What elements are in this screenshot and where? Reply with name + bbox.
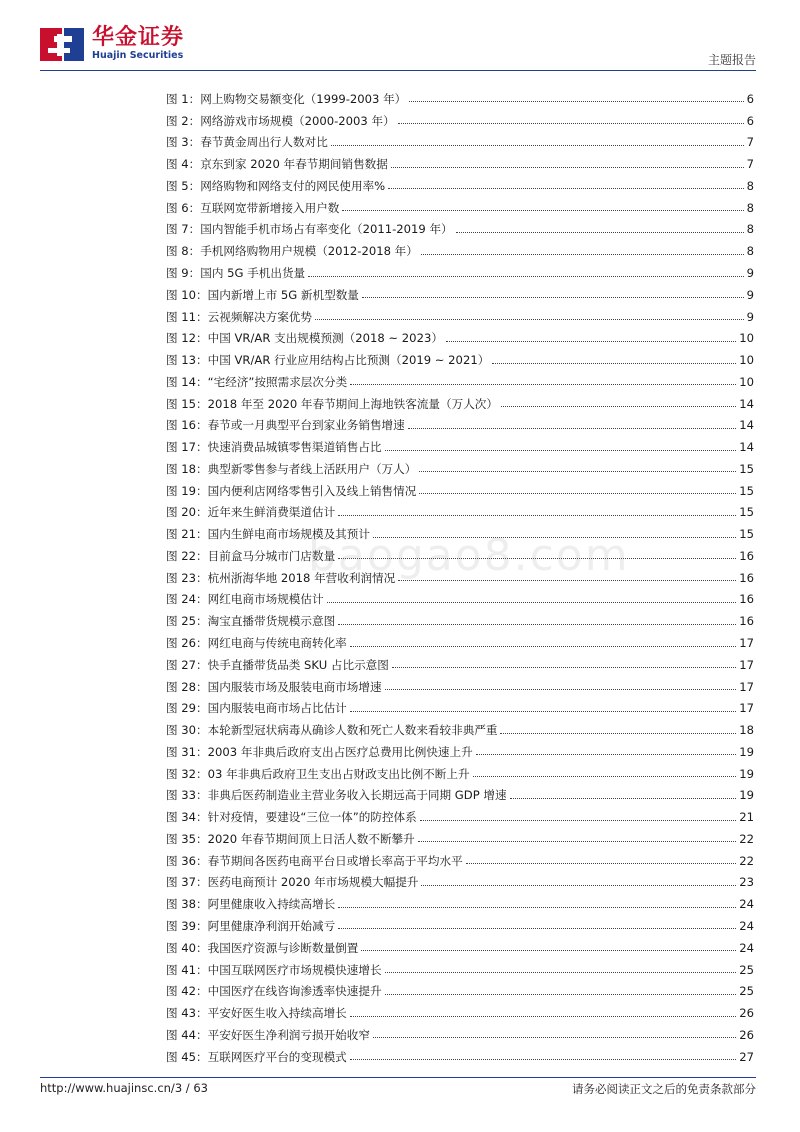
toc-entry-title: 图 26：网红电商与传统电商转化率 (166, 636, 347, 651)
toc-entry[interactable] (166, 937, 754, 959)
toc-entry[interactable] (166, 284, 754, 306)
toc-entry-page: 22 (739, 853, 754, 868)
toc-entry[interactable] (166, 872, 754, 894)
toc-entry-page: 25 (739, 984, 754, 999)
logo-mark-icon (40, 24, 86, 64)
toc-entry-page: 6 (746, 91, 754, 106)
toc-entry-title: 图 7：国内智能手机市场占有率变化（2011-2019 年） (166, 222, 453, 237)
toc-dot-leader (338, 928, 736, 929)
toc-entry[interactable] (166, 175, 754, 197)
toc-entry[interactable] (166, 915, 754, 937)
toc-entry-title: 图 23：杭州浙海华地 2018 年营收利润情况 (166, 570, 396, 585)
toc-entry[interactable] (166, 610, 754, 632)
toc-entry-title: 图 17：快速消费品城镇零售渠道销售占比 (166, 440, 382, 455)
toc-entry[interactable] (166, 632, 754, 654)
toc-dot-leader (500, 733, 736, 734)
toc-entry[interactable] (166, 240, 754, 262)
toc-entry-title: 图 40：我国医疗资源与诊断数量倒置 (166, 940, 359, 955)
toc-entry-page: 10 (739, 331, 754, 346)
toc-entry-page: 27 (739, 1049, 754, 1064)
header-divider (40, 70, 756, 71)
toc-entry-page: 15 (739, 505, 754, 520)
footer-url[interactable]: http://www.huajinsc.cn/ (40, 1081, 175, 1095)
toc-dot-leader (421, 885, 736, 886)
toc-entry[interactable] (166, 719, 754, 741)
toc-entry-title: 图 38：阿里健康收入持续高增长 (166, 897, 336, 912)
toc-entry-page: 8 (746, 244, 754, 259)
toc-entry-title: 图 13：中国 VR/AR 行业应用结构占比预测（2019 ~ 2021） (166, 353, 490, 368)
toc-dot-leader (350, 1016, 736, 1017)
toc-dot-leader (385, 450, 737, 451)
toc-dot-leader (350, 646, 736, 647)
toc-entry[interactable] (166, 458, 754, 480)
toc-entry-page: 14 (739, 396, 754, 411)
toc-entry-title: 图 27：快手直播带货品类 SKU 占比示意图 (166, 657, 389, 672)
toc-dot-leader (420, 820, 737, 821)
brand-name-en: Huajin Securities (92, 50, 184, 61)
toc-entry-title: 图 44：平安好医生净利润亏损开始收窄 (166, 1027, 370, 1042)
toc-entry-page: 22 (739, 831, 754, 846)
toc-entry-page: 17 (739, 636, 754, 651)
toc-entry-title: 图 9：国内 5G 手机出货量 (166, 266, 306, 280)
toc-entry-title: 图 12：中国 VR/AR 支出规模预测（2018 ~ 2023） (166, 331, 443, 346)
toc-entry-title: 图 14：“宅经济”按照需求层次分类 (166, 374, 348, 389)
toc-entry[interactable] (166, 327, 754, 349)
toc-entry-page: 9 (746, 266, 754, 280)
toc-entry-title: 图 32：03 年非典后政府卫生支出占财政支出比例不断上升 (166, 766, 470, 781)
toc-entry-title: 图 6：互联网宽带新增接入用户数 (166, 200, 340, 215)
toc-dot-leader (350, 711, 736, 712)
toc-entry-page: 24 (739, 918, 754, 933)
toc-dot-leader (342, 210, 743, 211)
toc-entry[interactable] (166, 480, 754, 502)
toc-entry-title: 图 20：近年来生鲜消费渠道估计 (166, 505, 336, 520)
toc-dot-leader (338, 624, 736, 625)
toc-dot-leader (315, 319, 744, 320)
toc-entry-title: 图 29：国内服装电商市场占比估计 (166, 701, 347, 716)
toc-entry-page: 14 (739, 440, 754, 455)
toc-entry[interactable] (166, 654, 754, 676)
toc-entry-title: 图 15：2018 年至 2020 年春节期间上海地铁客流量（万人次） (166, 396, 498, 411)
toc-entry[interactable] (166, 262, 754, 284)
toc-dot-leader (408, 428, 737, 429)
toc-entry[interactable] (166, 349, 754, 371)
toc-entry-page: 8 (746, 178, 754, 193)
toc-entry-title: 图 24：网红电商市场规模估计 (166, 592, 324, 607)
toc-entry[interactable] (166, 697, 754, 719)
toc-entry-page: 24 (739, 897, 754, 912)
toc-dot-leader (421, 254, 744, 255)
toc-entry-title: 图 33：非典后医药制造业主营业务收入长期远高于同期 GDP 增速 (166, 788, 507, 803)
toc-entry[interactable] (166, 502, 754, 524)
toc-entry-page: 16 (739, 592, 754, 607)
toc-entry-page: 19 (739, 766, 754, 781)
toc-entry-page: 9 (746, 309, 754, 324)
toc-dot-leader (476, 754, 737, 755)
toc-entry-title: 图 39：阿里健康净利润开始减亏 (166, 918, 336, 933)
toc-entry-page: 6 (746, 113, 754, 128)
toc-dot-leader (501, 406, 736, 407)
toc-entry[interactable] (166, 1024, 754, 1046)
toc-entry[interactable] (166, 959, 754, 981)
toc-dot-leader (338, 515, 736, 516)
toc-dot-leader (398, 123, 744, 124)
toc-entry-title: 图 1：网上购物交易额变化（1999-2003 年） (166, 91, 407, 106)
toc-entry[interactable] (166, 393, 754, 415)
company-logo (40, 24, 184, 64)
toc-entry-title: 图 4：京东到家 2020 年春节期间销售数据 (166, 157, 388, 172)
toc-entry-page: 25 (739, 962, 754, 977)
toc-entry-title: 图 45：互联网医疗平台的变现模式 (166, 1049, 347, 1064)
toc-entry-page: 9 (746, 287, 754, 302)
toc-entry-page: 18 (739, 723, 754, 738)
toc-entry-page: 16 (739, 570, 754, 585)
toc-dot-leader (331, 145, 744, 146)
toc-entry-page: 26 (739, 1006, 754, 1021)
toc-entry-page: 17 (739, 679, 754, 694)
toc-entry-title: 图 22：目前盒马分城市门店数量 (166, 548, 336, 563)
document-type-label: 主题报告 (707, 53, 756, 67)
toc-entry[interactable] (166, 676, 754, 698)
toc-entry-page: 15 (739, 527, 754, 542)
page-header (40, 24, 756, 68)
toc-entry[interactable] (166, 88, 754, 110)
toc-entry-title: 图 10：国内新增上市 5G 新机型数量 (166, 287, 359, 302)
toc-dot-leader (466, 863, 737, 864)
footer-page-indicator: 3 / 63 (174, 1081, 208, 1095)
toc-entry-page: 21 (739, 810, 754, 825)
toc-entry-title: 图 36：春节期间各医药电商平台日或增长率高于平均水平 (166, 853, 463, 868)
toc-entry[interactable] (166, 763, 754, 785)
toc-dot-leader (492, 363, 736, 364)
toc-entry-title: 图 11：云视频解决方案优势 (166, 309, 312, 324)
toc-entry-title: 图 8：手机网络购物用户规模（2012-2018 年） (166, 244, 418, 259)
toc-entry[interactable] (166, 1002, 754, 1024)
toc-entry-title: 图 35：2020 年春节期间顶上日活人数不断攀升 (166, 831, 415, 846)
toc-dot-leader (473, 776, 737, 777)
toc-entry-title: 图 37：医药电商预计 2020 年市场规模大幅提升 (166, 875, 419, 890)
toc-dot-leader (361, 950, 736, 951)
toc-dot-leader (350, 384, 736, 385)
toc-dot-leader (350, 1059, 736, 1060)
toc-entry-page: 15 (739, 461, 754, 476)
toc-entry-page: 8 (746, 222, 754, 237)
toc-entry[interactable] (166, 219, 754, 241)
toc-entry-page: 10 (739, 353, 754, 368)
toc-entry[interactable] (166, 893, 754, 915)
toc-entry[interactable] (166, 741, 754, 763)
toc-dot-leader (392, 667, 736, 668)
footer-disclaimer: 请务必阅读正文之后的免责条款部分 (572, 1082, 756, 1096)
toc-entry-page: 19 (739, 744, 754, 759)
footer-divider (40, 1077, 756, 1078)
toc-entry-page: 17 (739, 657, 754, 672)
toc-entry[interactable] (166, 980, 754, 1002)
toc-dot-leader (446, 341, 736, 342)
toc-dot-leader (385, 689, 737, 690)
toc-entry-title: 图 28：国内服装市场及服装电商市场增速 (166, 679, 382, 694)
toc-dot-leader (409, 101, 743, 102)
toc-entry[interactable] (166, 806, 754, 828)
watermark: baogao8.com (308, 530, 630, 581)
toc-dot-leader (373, 1037, 736, 1038)
toc-entry-title: 图 41：中国互联网医疗市场规模快速增长 (166, 962, 382, 977)
toc-dot-leader (418, 841, 737, 842)
toc-entry[interactable] (166, 436, 754, 458)
toc-entry-page: 7 (746, 157, 754, 172)
toc-dot-leader (385, 972, 737, 973)
toc-entry-page: 23 (739, 875, 754, 890)
toc-entry-title: 图 34：针对疫情，要建设“三位一体”的防控体系 (166, 810, 417, 825)
toc-entry[interactable] (166, 589, 754, 611)
toc-entry-title: 图 5：网络购物和网络支付的网民使用率% (166, 178, 386, 193)
toc-dot-leader (388, 188, 743, 189)
toc-entry[interactable] (166, 850, 754, 872)
toc-dot-leader (510, 798, 737, 799)
toc-entry[interactable] (166, 1046, 754, 1068)
toc-entry-page: 24 (739, 940, 754, 955)
toc-entry[interactable] (166, 371, 754, 393)
toc-entry-title: 图 18：典型新零售参与者线上活跃用户（万人） (166, 461, 417, 476)
toc-entry-title: 图 21：国内生鲜电商市场规模及其预计 (166, 527, 370, 542)
toc-dot-leader (327, 602, 737, 603)
toc-entry-page: 14 (739, 418, 754, 433)
toc-entry[interactable] (166, 828, 754, 850)
toc-entry-title: 图 3：春节黄金周出行人数对比 (166, 135, 328, 150)
toc-entry-page: 17 (739, 701, 754, 716)
toc-entry-title: 图 19：国内便利店网络零售引入及线上销售情况 (166, 483, 417, 498)
logo-text (92, 26, 184, 62)
toc-dot-leader (338, 907, 736, 908)
toc-entry[interactable] (166, 785, 754, 807)
toc-entry-page: 15 (739, 483, 754, 498)
toc-entry-title: 图 42：中国医疗在线咨询渗透率快速提升 (166, 984, 382, 999)
toc-entry-page: 10 (739, 374, 754, 389)
toc-entry-title: 图 25：淘宝直播带货规模示意图 (166, 614, 336, 629)
toc-entry-title: 图 31：2003 年非典后政府支出占医疗总费用比例快速上升 (166, 744, 473, 759)
toc-entry[interactable] (166, 153, 754, 175)
toc-entry-title: 图 30：本轮新型冠状病毒从确诊人数和死亡人数来看较非典严重 (166, 723, 498, 738)
toc-entry-page: 16 (739, 614, 754, 629)
toc-entry-page: 26 (739, 1027, 754, 1042)
toc-dot-leader (456, 232, 744, 233)
toc-dot-leader (391, 167, 744, 168)
toc-dot-leader (419, 471, 736, 472)
footer-url-page (40, 1081, 208, 1095)
toc-entry[interactable] (166, 132, 754, 154)
brand-name-cn: 华金证券 (92, 25, 185, 50)
toc-dot-leader (385, 994, 737, 995)
toc-entry[interactable] (166, 306, 754, 328)
toc-entry[interactable] (166, 197, 754, 219)
toc-entry[interactable] (166, 414, 754, 436)
toc-entry-title: 图 2：网络游戏市场规模（2000-2003 年） (166, 113, 395, 128)
toc-dot-leader (308, 276, 743, 277)
toc-entry-page: 8 (746, 200, 754, 215)
toc-dot-leader (362, 297, 744, 298)
toc-entry-page: 7 (746, 135, 754, 150)
toc-dot-leader (419, 493, 736, 494)
toc-entry[interactable] (166, 110, 754, 132)
toc-entry-page: 16 (739, 548, 754, 563)
toc-entry-page: 19 (739, 788, 754, 803)
toc-entry-title: 图 16：春节或一月典型平台到家业务销售增速 (166, 418, 405, 433)
toc-entry-title: 图 43：平安好医生收入持续高增长 (166, 1006, 347, 1021)
